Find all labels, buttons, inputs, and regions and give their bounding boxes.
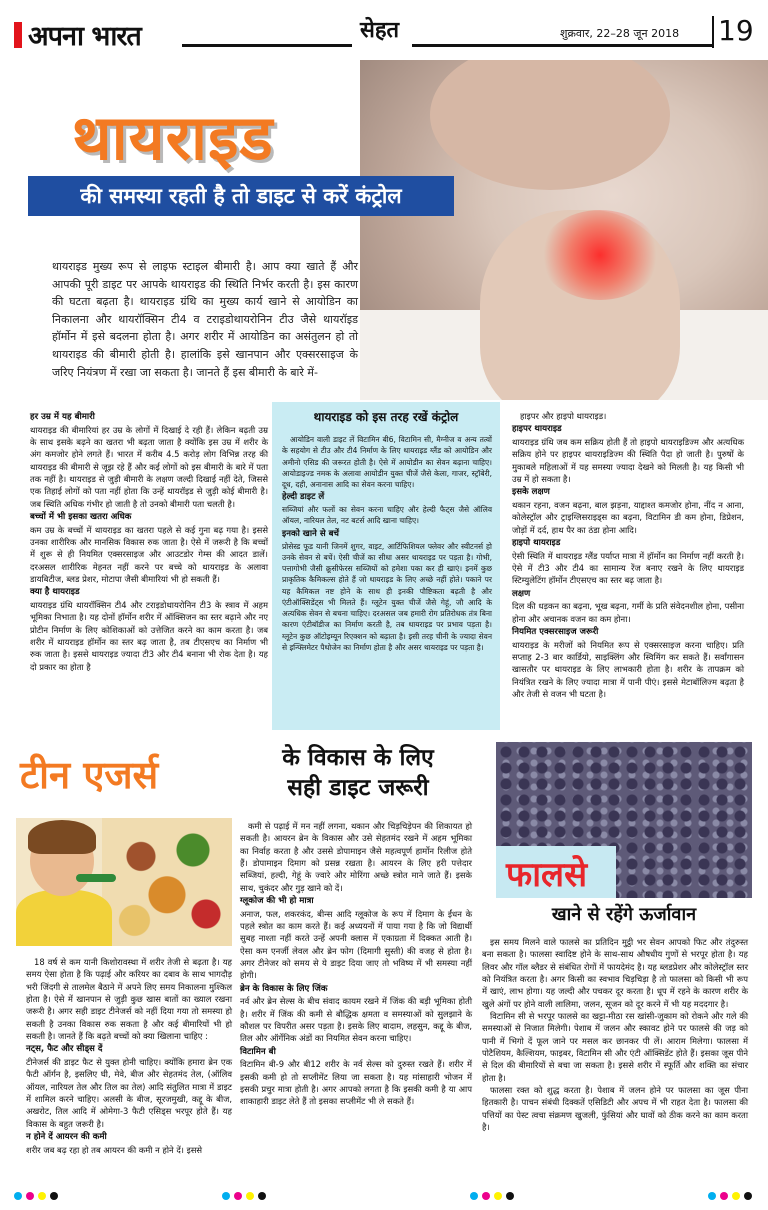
header-rule-right — [412, 44, 712, 47]
paragraph-text: थायराइड की बीमारियां हर उम्र के लोगों में दिखाई दे रही हैं। लेकिन बढ़ती उम्र के साथ इसके बढ़ने का खतरा भी बढ़ता जाता है क्योंकि इस उम्र में शरीर के अंग कमजोर होने लगते हैं। भारत में करीब 4.5 करोड़ लोग विभिन्न तरह की थायराइड की बीमारी से जूझ रहे हैं और कई लोगों को इस बीमारी के बारे में पता तक नहीं है। थायराइड से जुड़ी बीमारी के लक्षण जल्दी दिखाई नहीं देते, जिससे एक तिहाई लोगों को पता नहीं होता कि उन्हें थायरॉइड से जुड़ी कोई बीमारी है। जब स्थिति अधिक गंभीर हो जाती है तो उनको बीमारी पता चलती है। — [30, 424, 268, 509]
falsa-text — [482, 936, 748, 1134]
teen-title: टीन एजर्स — [20, 753, 159, 797]
article-paragraph — [240, 983, 472, 1045]
paragraph-text: थायराइड ग्रंथि जब कम सक्रिय होती हैं तो हाइपो थायराइडिज्म और अत्यधिक सक्रिय होने पर हाइपर थायराइडिज्म की स्थिति पैदा हो जाती है। पुरुषों के मुकाबले महिलाओं में यह समस्या ज्यादा देखने को मिलती है। यह किसी भी उम्र में हो सकता है। — [512, 436, 744, 484]
article-paragraph: फालसा रक्त को शुद्ध करता है। पेशाब में जलन होने पर फालसा का जूस पीना हितकारी है। पाचन संबंधी दिक्कतें एसिडिटी और अपच में भी राहत देता है। फालसा की पत्तियों का पेस्ट त्वचा संक्रमण खुजली, फुंसियां और घावों को ठीक करने का काम करता है। — [482, 1085, 748, 1133]
thyroid-intro: थायराइड मुख्य रूप से लाइफ स्टाइल बीमारी है। आप क्या खाते हैं और आपकी पूरी डाइट पर आपके थायराइड की स्थिति निर्भर करती है। इस कारण की घटता बढ़ता है। थायराइड ग्रंथि का मुख्य कार्य खाने से आयोडिन का निकालना और थायरॉक्सिन टी4 व टराइडोथायरोनिन टीउ जैसे थायरॉइड हॉर्मोन में इसे बदलना होता है। अगर शरीर में आयोडिन का असंतुलन हो तो थायराइड की बीमारी होती है। हालांकि इसे खानपान और एक्सरसाइज के जरिए नियंत्रण में रखा जा सकता है। जानते हैं इस बीमारी के बारे में- — [52, 260, 358, 379]
article-paragraph — [512, 410, 744, 422]
issue-date: शुक्रवार, 22–28 जून 2018 — [560, 27, 680, 40]
article-paragraph — [512, 423, 744, 485]
subheading: हाइपो थायराइड — [512, 538, 561, 548]
paragraph-text: नर्व और ब्रेन सेल्स के बीच संवाद कायम रखने में जिंक की बड़ी भूमिका होती है। शरीर में जिंक की कमी से बौद्धिक क्षमता व समस्याओं को सुलझाने के कौशल पर विपरीत असर पड़ता है। इसके लिए बादाम, लहसुन, कद्दू के बीज, तिल और ऑर्गेनिक अंडों का नियमित सेवन करना चाहिए। — [240, 996, 472, 1044]
subheading: नट्स, फैट और सीड्स दें — [26, 1044, 103, 1055]
thyroid-left-column — [30, 410, 268, 673]
paragraph-text: ऐसी स्थिति में थायराइड ग्लैंड पर्याप्त मात्रा में हॉर्मोन का निर्माण नहीं करती है। ऐसे में टी3 और टी4 का सामान्य रेंज बनाए रखने के लिए थायराइड स्टिम्युलेटिंग हॉर्मोन टीएसएच का स्तर बढ़ जाता है। — [512, 550, 744, 586]
paragraph-text: टीनेजर्स की डाइट फैट से युक्त होनी चाहिए। क्योंकि हमारा ब्रेन एक फैटी ऑर्गन है, इसलिए घी, मेवे, बीज और सेहतमंद तेल, (ऑलिव ऑयल, नारियल तेल और तिल का तेल) आदि संतुलित मात्रा में डाइट में शामिल करने चाहिए। अलसी के बीज, सूरजमुखी, कद्दू के बीज, अखरोट, तिल आदि में ओमेगा-3 फैटी एसिड्स भरपूर होते हैं। यह विकास के बहुत जरूरी है। — [26, 1057, 232, 1129]
tips-title: थायराइड को इस तरह रखें कंट्रोल — [313, 410, 459, 424]
subheading: लक्षण — [512, 588, 531, 599]
paragraph-text: थायराइड के मरीजों को नियमित रूप से एक्सरसाइज करना चाहिए। प्रति सप्ताह 2-3 बार कार्डियो, साइक्लिंग और स्विमिंग कर सकते हैं। सर्वांगासन खासतौर पर थायराइड के लिए लाभकारी होता है। शरीर के तापक्रम को नियंत्रित रखने के लिए ज्यादा मात्रा में पानी पीएं। इससे मेटाबॉलिज्म बढ़ता है और तेजी से वजन भी घटता है। — [512, 639, 744, 699]
article-paragraph — [30, 586, 268, 673]
subheading: बच्चों में भी इसका खतरा अधिक — [30, 512, 132, 523]
print-color-marks — [0, 1186, 768, 1206]
tips-paragraph — [282, 528, 492, 653]
thyroid-right-column — [512, 410, 744, 700]
teen-mid-column — [240, 820, 472, 1108]
subheading: विटामिन बी — [240, 1046, 276, 1057]
subheading: हाइपर थायराइड — [512, 424, 562, 435]
newspaper-logo: अपना भारत — [28, 21, 141, 52]
article-paragraph — [26, 1131, 232, 1156]
subheading: क्या है थायराइड — [30, 587, 80, 598]
paragraph-text: थायराइड ग्रंथि थायरॉक्सिन टी4 और टराइडोथायरोनिन टी3 के स्त्राव में अहम भूमिका निभाता है। यह दोनों हॉर्मोन शरीर में ऑक्सिजन का स्तर बढ़ाने और नए प्रोटीन निर्माण के लिए कोशिकाओं को उत्तेजित करने का काम करता है। जब शरीर में थायराइड हॉर्मोन का स्तर बढ़ जाता है, तब टीएसएच का निर्माण भी रुक जाता है। इससे थायराइड ज्यादा टी3 और टी4 बनाना भी रोक देता है। यह दो प्रकार का होता है — [30, 600, 268, 672]
paragraph-text: शरीर जब बढ़ रहा हो तब आयरन की कमी न होने दें। इससे — [26, 1144, 203, 1155]
section-title: सेहत — [360, 18, 400, 43]
article-paragraph — [512, 486, 744, 536]
article-paragraph: इस समय मिलने वाले फालसे का प्रतिदिन मुट्ठी भर सेवन आपको फिट और तंदुरुस्त बना सकता है। फालसा स्वादिष्ट होने के साथ-साथ औषधीय गुणों से भरपूर होता है। यह लिवर और गॉल ब्लैडर से संबंधित रोगों में फायदेमंद है। यह ब्लडप्रेशर और कोलेस्ट्रॉल स्तर को नियंत्रित करता है। अगर किसी का स्वभाव चिड़चिड़ा है तो फालसा को किसी भी रूप में खाएं, लाभ होगा। यह जल्दी और पचकर दूर करता है। धूप में रहने के कारण शरीर के खुले अंगों पर होने वाली लालिमा, जलन, सूजन को दूर करने में भी यह मददगार है। — [482, 937, 748, 1009]
subheading: हेल्दी डाइट लें — [282, 492, 325, 503]
paragraph-text: विटामिन बी-9 और बी12 शरीर के नर्व सेल्स को दुरुस्त रखते हैं। शरीर में इसकी कमी हो तो सप्लीमेंट लिया जा सकता है। यह मांसाहारी भोजन में इसकी प्रचुर मात्रा होती है। अगर आपको लगता है कि इसकी कमी है या आप शाकाहारी डाइट लेते हैं तो इसका सप्लीमेंट भी ले सकते हैं। — [240, 1059, 472, 1107]
paragraph-text: सब्जियां और फलों का सेवन करना चाहिए और हेल्दी फैट्स जैसे ऑलिव ऑयल, नारियल तेल, नट बटर्स आदि खाना चाहिए। — [282, 505, 492, 526]
page-header — [0, 0, 768, 56]
subheading: नियमित एक्सरसाइज जरूरी — [512, 626, 599, 637]
subheading: इनको खाने से बचें — [282, 528, 339, 539]
logo-mark — [14, 22, 22, 48]
falsa-title: फालसे — [506, 855, 588, 895]
teen-eating-photo — [16, 818, 232, 946]
paragraph-text: थकान रहना, वजन बढ़ना, बाल झड़ना, याद्दाश्त कमजोर होना, नींद न आना, कोलेस्ट्रॉल और ट्राइग्लिसराइड्स का बढ़ना, विटामिन डी कम होना, डिप्रेशन, जोड़ों में दर्द, हाथ पैर का ठंडा होना आदि। — [512, 499, 744, 535]
subheading: ग्लूकोज की भी हो मात्रा — [240, 896, 314, 907]
thyroid-title: थायराइड — [72, 101, 274, 174]
article-paragraph — [30, 411, 268, 510]
paragraph-text: दिल की धड़कन का बढ़ना, भूख बढ़ना, गर्मी के प्रति संवेदनशील होना, पसीना होना और अचानक वजन का कम होना। — [512, 601, 744, 624]
article-paragraph — [240, 1046, 472, 1108]
article-paragraph — [26, 1043, 232, 1130]
paragraph-text: आयोडिन वाली डाइट लें विटामिन बी6, विटामिन सी, मैग्नीज व अन्य तत्वों के सहयोग से टीउ और टी4 निर्माण के लिए थायराइड ग्लैंड को आयोडिन और अमीनो एसिड की जरूरत होती है। ऐसे में आयोडीन का सेवन बढ़ाना चाहिए। आयोडाइज्ड नमक के अलावा आयोडीन युक्त चीजें जैसे केला, गाजर, स्ट्रॉबेरी, दूध, दही, अनानास आदि का सेवन करना चाहिए। — [282, 435, 492, 489]
paragraph-text: प्रोसेस्ड फूड यानी जिनमें शुगर, वाइट, आर्टिफिशियल फ्लेवर और स्वीटनर्स हो उनके सेवन से बचें। ऐसी चीजें का सीधा असर थायराइड पर पड़ता है। गोभी, पत्तागोभी जैसी क्रूसीफेरस सब्जियों को हमेशा पका कर ही खाएं। इनमें कुछ प्राकृतिक कैमिकल्स होते हैं जो थायराइड के लिए अच्छे नहीं होते। पकाने पर यह कैमिकल नष्ट होने के साथ ही इनकी पौष्टिकता बढ़ती है और एंटीऑक्सिडेंट्स भी मिलते हैं। ग्लूटेन युक्त चीजें जैसे गेहूं, जौ आदि के अत्यधिक सेवन से बचना चाहिए। दरअसल जब हमारी रोग प्रतिरोधक तंत्र बिना कारण एंटीबॉडीज का निर्माण करती है, तब थायराइड पर प्रभाव पड़ता है। ग्लूटेन कुछ ऑटोइम्यून रिएक्शन को बढ़ाता है। इसी तरह चीनी के ज्यादा सेवन से इन्फ्लिमेटर पैथोजेन का निर्माण होता है और असर थायराइड पर पड़ता है। — [282, 541, 492, 652]
article-paragraph — [26, 956, 232, 1042]
paragraph-text: कमी से पढ़ाई में मन नहीं लगना, थकान और चिड़चिड़ेपन की शिकायत हो सकती है। आयरन ब्रेन के विकास और उसे सेहतमंद रखने में अहम भूमिका का निर्वाह करता है और उससे डोपामाइन जैसे महत्वपूर्ण हार्मोन रिलीज होते हैं। डोपामाइन दिमाग को प्रसन्न रखता है। आयरन के लिए हरी पत्तेदार सब्जियां, हल्दी, गेहूं के ज्वारे और मोरिंगा अच्छे स्त्रोत माने जाते हैं। इसके साथ, चुकंदर और गुड़ खाने को दें। — [240, 821, 472, 893]
article-paragraph — [512, 588, 744, 625]
article-paragraph: विटामिन सी से भरपूर फालसे का खट्टा-मीठा रस खांसी-जुकाम को रोकने और गले की समस्याओं से निजात मिलेगी। पेशाब में जलन और स्कावट होने पर फालसे की जड़ को पानी में भिगो दें फूल जाने पर मसल कर छानकर पी लें। आराम मिलेगा। फालसा में पोटैशियम, कैल्शियम, फाइबर, विटामिन सी और एंटी ऑक्सिडेंट होते हैं। इसका जूस पीने से दिल की बीमारियों से बचा जा सकता है। इससे शरीर में स्फूर्ति और शक्ति का संचार होता है। — [482, 1011, 748, 1083]
teen-left-column — [26, 956, 232, 1156]
teen-heading — [238, 744, 478, 804]
article-paragraph — [512, 537, 744, 587]
teen-heading-line2: सही डाइट जरूरी — [287, 774, 429, 801]
article-paragraph — [512, 626, 744, 700]
subheading: न होने दें आयरन की कमी — [26, 1132, 107, 1143]
subheading: इसके लक्षण — [512, 487, 550, 498]
article-paragraph — [240, 895, 472, 982]
tips-paragraph — [282, 491, 492, 526]
article-paragraph — [30, 511, 268, 585]
subheading: ब्रेन के विकास के लिए जिंक — [240, 983, 328, 994]
thyroid-subtitle: की समस्या रहती है तो डाइट से करें कंट्रोल — [80, 184, 402, 208]
paragraph-text: अनाज, फल, शकरकंद, बीन्स आदि ग्लूकोज के रूप में दिमाग के ईंधन के पहले स्त्रोत का काम करते हैं। कई अध्ययनों में पाया गया है कि जो विद्यार्थी सुबह नाश्ता नहीं करते उन्हें अपनी क्लास में एकाग्रता में दिक्कत आती है। ऐसा कम एनर्जी लेवल और ब्रेन फोग (दिमागी सुस्ती) की वजह से होता है। अगर टीनेजर को समय से ये डाइट दिया जाए तो भविष्य में भी समस्या नहीं होगी। — [240, 908, 472, 981]
teen-heading-line1: के विकास के लिए — [282, 745, 434, 771]
paragraph-text: कम उम्र के बच्चों में थायराइड का खतरा पहले से कई गुना बढ़ गया है। इससे उनका शारीरिक और मानसिक विकास रुक जाता है। ऐसे में जरूरी है कि बच्चों में शुरू से ही नियमित एक्सरसाइज और आउटडोर गेम्स की आदत डालें। दरअसल शारीरिक मेहनत नहीं करने पर बच्चे को थायराइड के अलावा डायबिटीज, ब्लड प्रेशर, मोटापा जैसी बीमारियां भी हो सकती हैं। — [30, 524, 268, 585]
tips-paragraph — [282, 434, 492, 490]
header-rule-left — [182, 44, 352, 47]
falsa-subtitle: खाने से रहेंगे ऊर्जावान — [551, 904, 697, 925]
tips-text — [282, 434, 492, 653]
paragraph-text: 18 वर्ष से कम यानी किशोरावस्था में शरीर तेजी से बढ़ता है। यह समय ऐसा होता है कि पढ़ाई और करियर का दबाव के साथ भागदौड़ भरी जिंदगी से तालमेल बैठाने में अपने लिए समय निकालना मुश्किल होता है। ऐसे में खानपान से जुड़ी कुछ खास बातों का ख्याल रखना जरूरी है। अगर सही डाइट टीनेजर्स को नहीं दिया गया तो समस्या हो सकती है उनका विकास रुक सकता है और कई बीमारियों भी हो सकती है। जानते हैं कि बढ़ते बच्चों को क्या खिलाना चाहिए : — [26, 957, 232, 1042]
article-paragraph — [240, 820, 472, 894]
thyroid-photo — [360, 60, 768, 400]
subheading: हर उम्र में यह बीमारी — [30, 412, 95, 422]
page-number-divider — [712, 16, 714, 48]
paragraph-text: हाइपर और हाइपो थायराइड। — [520, 411, 607, 421]
page-number: 19 — [718, 14, 754, 47]
